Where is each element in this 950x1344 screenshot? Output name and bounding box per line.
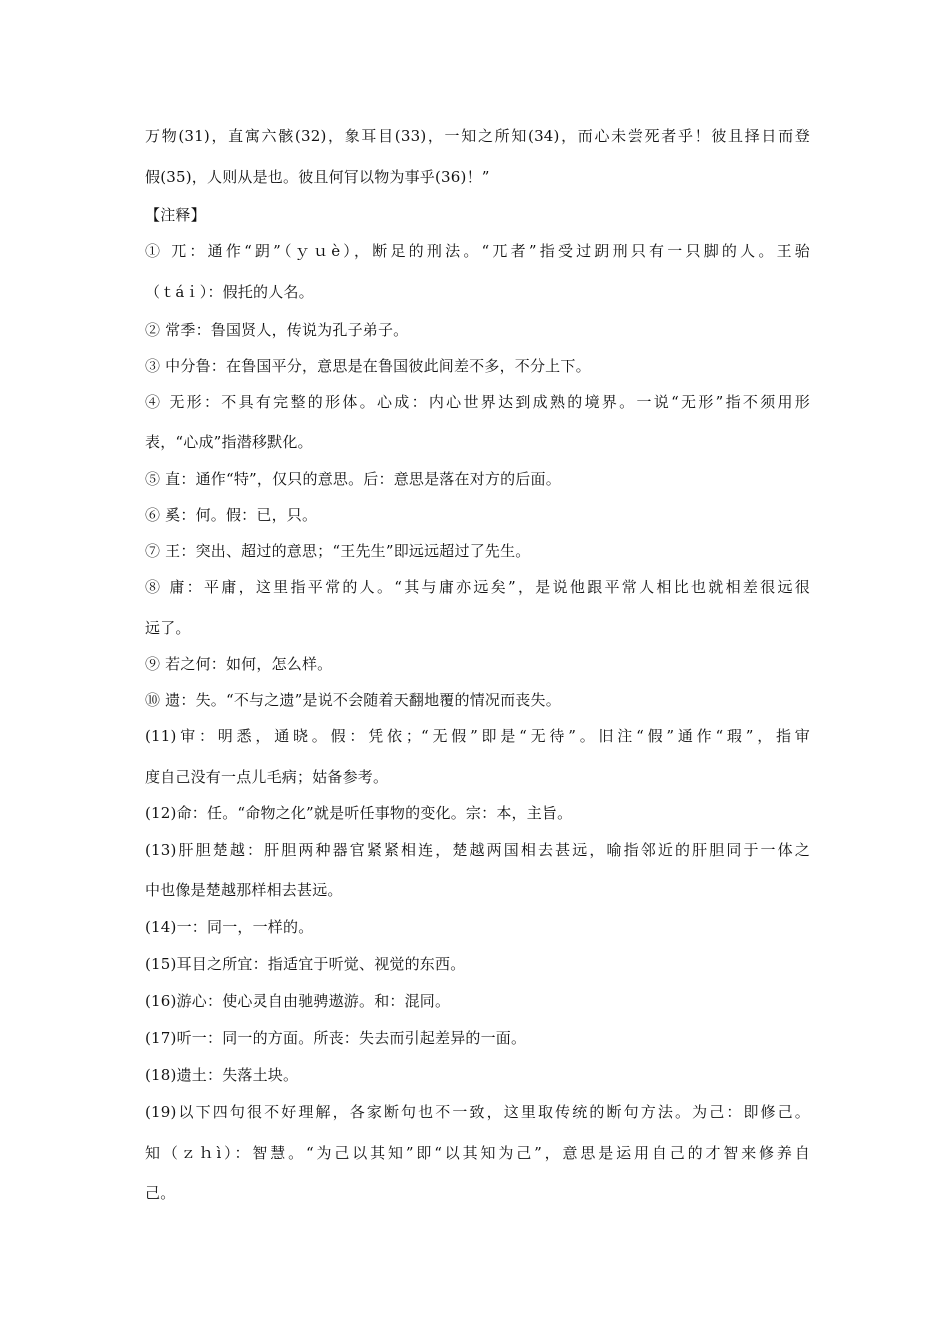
note-item: (19)以下四句很不好理解，各家断句也不一致，这里取传统的断句方法。为己：即修己。	[145, 1103, 810, 1121]
note-item: ② 常季：鲁国贤人，传说为孔子弟子。	[145, 321, 409, 339]
note-item: ① 兀：通作“跀”（ｙｕè），断足的刑法。“兀者”指受过跀刑只有一只脚的人。王骀	[145, 242, 810, 260]
note-item: ④ 无形：不具有完整的形体。心成：内心世界达到成熟的境界。一说“无形”指不须用形	[145, 393, 810, 411]
note-item: ⑥ 奚：何。假：已，只。	[145, 506, 318, 524]
note-item: ⑤ 直：通作“特”，仅只的意思。后：意思是落在对方的后面。	[145, 470, 561, 488]
note-item: (13)肝胆楚越：肝胆两种器官紧紧相连，楚越两国相去甚远，喻指邻近的肝胆同于一体之	[145, 841, 810, 859]
note-item: (16)游心：使心灵自由驰骋遨游。和：混同。	[145, 992, 451, 1010]
note-item: ⑩ 遗：失。“不与之遗”是说不会随着天翻地覆的情况而丧失。	[145, 691, 561, 709]
note-item-continuation: 己。	[145, 1184, 176, 1202]
note-item-continuation: 远了。	[145, 619, 191, 637]
note-item: ⑧ 庸：平庸，这里指平常的人。“其与庸亦远矣”，是说他跟平常人相比也就相差很远很	[145, 578, 810, 596]
text-line: 假(35)，人则从是也。彼且何肎以物为事乎(36)！”	[145, 168, 490, 186]
note-item: (15)耳目之所宜：指适宜于听觉、视觉的东西。	[145, 955, 466, 973]
note-item: ⑨ 若之何：如何，怎么样。	[145, 655, 333, 673]
note-item: ③ 中分鲁：在鲁国平分，意思是在鲁国彼此间差不多，不分上下。	[145, 357, 591, 375]
note-item-continuation: （ｔáｉ）：假托的人名。	[145, 283, 314, 301]
note-item: ⑦ 王：突出、超过的意思；“王先生”即远远超过了先生。	[145, 542, 531, 560]
note-item: (14)一：同一，一样的。	[145, 918, 314, 936]
note-item: (17)听一：同一的方面。所丧：失去而引起差异的一面。	[145, 1029, 527, 1047]
note-item-continuation: 知（ｚｈì）：智慧。“为己以其知”即“以其知为己”，意思是运用自己的才智来修养自	[145, 1144, 810, 1162]
note-item: (11)审：明悉，通晓。假：凭依；“无假”即是“无待”。旧注“假”通作“瑕”，指审	[145, 727, 810, 745]
note-item: (12)命：任。“命物之化”就是听任事物的变化。宗：本，主旨。	[145, 804, 573, 822]
note-item-continuation: 表，“心成”指潜移默化。	[145, 433, 313, 451]
text-line: 万物(31)，直寓六骸(32)，象耳目(33)，一知之所知(34)，而心未尝死者乎！彼且择日而登	[145, 127, 810, 145]
section-heading: 【注释】	[145, 206, 206, 224]
note-item-continuation: 度自己没有一点儿毛病；姑备参考。	[145, 768, 389, 786]
note-item: (18)遗土：失落土块。	[145, 1066, 299, 1084]
note-item-continuation: 中也像是楚越那样相去甚远。	[145, 881, 343, 899]
